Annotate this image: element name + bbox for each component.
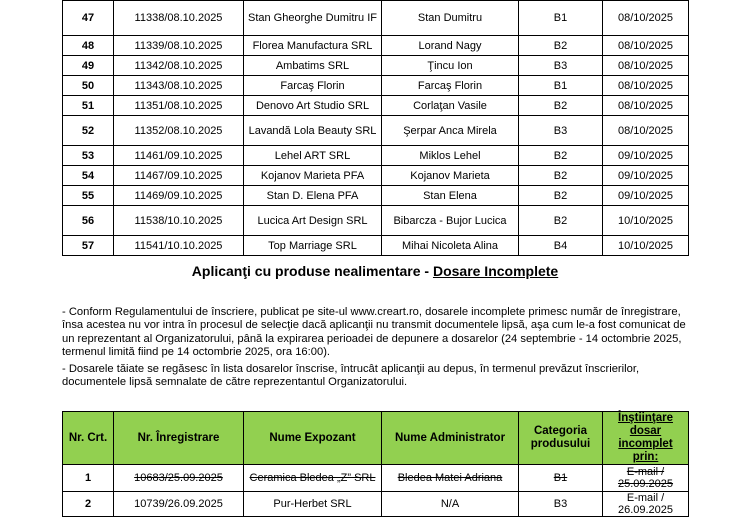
table-row xyxy=(63,146,689,166)
registration-date: 08/10/2025 xyxy=(603,56,689,76)
rules-paragraph: - Conform Regulamentului de înscriere, publicat pe site-ul www.creart.ro, dosarele incomplete primesc număr de înregistrare, însa acestea nu vor intra în procesul de selecţie dacă aplicanţii nu transmit documentele lipsă, aşa cum le-a fost comunicat de un reprezentant al Organizatorului, până la expirarea perioadei de depunere a dosarelor (24 septembrie - 14 octombrie 2025, termenul limită fiind pe 14 octombrie 2025, ora 16:00). xyxy=(62,306,686,359)
registration-date: 08/10/2025 xyxy=(603,36,689,56)
administrator-name: Ţincu Ion xyxy=(382,56,519,76)
table-row xyxy=(63,76,689,96)
header-nr: Nr. Crt. xyxy=(63,412,114,465)
exhibitor-name: Farcaş Florin xyxy=(244,76,382,96)
exhibitor-name: Stan D. Elena PFA xyxy=(244,186,382,206)
product-category: B2 xyxy=(519,166,603,186)
row-number: 47 xyxy=(63,1,114,36)
administrator-name: Stan Dumitru xyxy=(382,1,519,36)
exhibitor-name: Denovo Art Studio SRL xyxy=(244,96,382,116)
product-category: B2 xyxy=(519,186,603,206)
table-row xyxy=(63,96,689,116)
table-row xyxy=(63,492,689,517)
registration-date: 08/10/2025 xyxy=(603,116,689,146)
product-category: B3 xyxy=(519,56,603,76)
row-number: 1 xyxy=(63,465,114,492)
table-row xyxy=(63,166,689,186)
exhibitor-name: Lavandă Lola Beauty SRL xyxy=(244,116,382,146)
administrator-name: Şerpar Anca Mirela xyxy=(382,116,519,146)
crossed-out-note-paragraph: - Dosarele tăiate se regăsesc în lista dosarelor înscrise, întrucât aplicanţii au depus, în termenul prevăzut înscrierilor, documentele lipsă semnalate de către reprezentantul Organizatorului. xyxy=(62,363,640,389)
exhibitor-name: Lucica Art Design SRL xyxy=(244,206,382,236)
registration-number: 10739/26.09.2025 xyxy=(114,492,244,517)
product-category: B1 xyxy=(519,465,603,492)
registration-number: 11339/08.10.2025 xyxy=(114,36,244,56)
section-heading-underlined: Dosare Incomplete xyxy=(432,263,559,279)
exhibitor-name: Top Marriage SRL xyxy=(244,236,382,256)
row-number: 55 xyxy=(63,186,114,206)
registration-number: 11352/08.10.2025 xyxy=(114,116,244,146)
registration-number: 11538/10.10.2025 xyxy=(114,206,244,236)
registration-date: 09/10/2025 xyxy=(603,186,689,206)
row-number: 56 xyxy=(63,206,114,236)
administrator-name: Stan Elena xyxy=(382,186,519,206)
table-row xyxy=(63,116,689,146)
registration-number: 11343/08.10.2025 xyxy=(114,76,244,96)
registration-date: 08/10/2025 xyxy=(603,76,689,96)
row-number: 52 xyxy=(63,116,114,146)
product-category: B2 xyxy=(519,206,603,236)
exhibitor-name: Lehel ART SRL xyxy=(244,146,382,166)
registration-number: 11351/08.10.2025 xyxy=(114,96,244,116)
exhibitor-name: Stan Gheorghe Dumitru IF xyxy=(244,1,382,36)
header-administrator: Nume Administrator xyxy=(382,412,519,465)
administrator-name: Miklos Lehel xyxy=(382,146,519,166)
row-number: 54 xyxy=(63,166,114,186)
registered-applicants-table xyxy=(62,0,689,256)
notification: E-mail / 25.09.2025 xyxy=(603,465,689,492)
table-row xyxy=(63,36,689,56)
product-category: B4 xyxy=(519,236,603,256)
administrator-name: Farcaş Florin xyxy=(382,76,519,96)
exhibitor-name: Ambatims SRL xyxy=(244,56,382,76)
administrator-name: Mihai Nicoleta Alina xyxy=(382,236,519,256)
registration-date: 08/10/2025 xyxy=(603,1,689,36)
registration-date: 08/10/2025 xyxy=(603,96,689,116)
row-number: 2 xyxy=(63,492,114,517)
administrator-name: Bledea Matei Adriana xyxy=(382,465,519,492)
product-category: B1 xyxy=(519,1,603,36)
exhibitor-name: Florea Manufactura SRL xyxy=(244,36,382,56)
registration-number: 11338/08.10.2025 xyxy=(114,1,244,36)
row-number: 48 xyxy=(63,36,114,56)
registration-number: 10683/25.09.2025 xyxy=(114,465,244,492)
administrator-name: Kojanov Marieta xyxy=(382,166,519,186)
product-category: B2 xyxy=(519,36,603,56)
row-number: 53 xyxy=(63,146,114,166)
exhibitor-name: Pur-Herbet SRL xyxy=(244,492,382,517)
registration-number: 11342/08.10.2025 xyxy=(114,56,244,76)
administrator-name: N/A xyxy=(382,492,519,517)
header-notification: Înştiinţare dosar incomplet prin: xyxy=(603,412,689,465)
administrator-name: Lorand Nagy xyxy=(382,36,519,56)
registration-date: 10/10/2025 xyxy=(603,206,689,236)
registration-date: 10/10/2025 xyxy=(603,236,689,256)
header-category: Categoria produsului xyxy=(519,412,603,465)
row-number: 57 xyxy=(63,236,114,256)
product-category: B3 xyxy=(519,116,603,146)
product-category: B3 xyxy=(519,492,603,517)
section-heading xyxy=(0,263,750,279)
incomplete-files-table xyxy=(62,411,689,517)
table-header-row xyxy=(63,412,689,465)
exhibitor-name: Ceramica Bledea „Z” SRL xyxy=(244,465,382,492)
administrator-name: Corlaţan Vasile xyxy=(382,96,519,116)
administrator-name: Bibarcza - Bujor Lucica xyxy=(382,206,519,236)
product-category: B2 xyxy=(519,96,603,116)
registration-date: 09/10/2025 xyxy=(603,166,689,186)
section-heading-text: Aplicanţi cu produse nealimentare - xyxy=(191,263,433,279)
header-exhibitor: Nume Expozant xyxy=(244,412,382,465)
product-category: B2 xyxy=(519,146,603,166)
table-row xyxy=(63,186,689,206)
header-registration: Nr. Înregistrare xyxy=(114,412,244,465)
registration-number: 11469/09.10.2025 xyxy=(114,186,244,206)
table-row xyxy=(63,56,689,76)
row-number: 49 xyxy=(63,56,114,76)
exhibitor-name: Kojanov Marieta PFA xyxy=(244,166,382,186)
notification: E-mail / 26.09.2025 xyxy=(603,492,689,517)
row-number: 50 xyxy=(63,76,114,96)
table-row xyxy=(63,206,689,236)
table-row xyxy=(63,1,689,36)
product-category: B1 xyxy=(519,76,603,96)
registration-number: 11541/10.10.2025 xyxy=(114,236,244,256)
table-row xyxy=(63,465,689,492)
row-number: 51 xyxy=(63,96,114,116)
table-row xyxy=(63,236,689,256)
registration-number: 11461/09.10.2025 xyxy=(114,146,244,166)
registration-number: 11467/09.10.2025 xyxy=(114,166,244,186)
registration-date: 09/10/2025 xyxy=(603,146,689,166)
